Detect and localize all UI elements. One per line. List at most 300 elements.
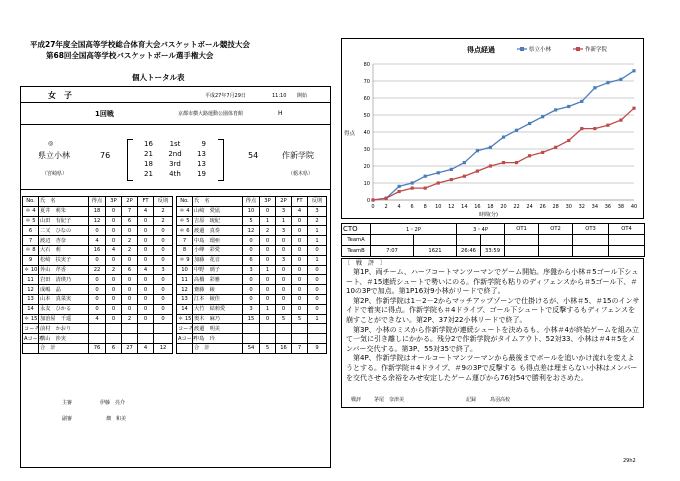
stat-cell: 反則: [308, 197, 327, 207]
stat-cell: 22: [89, 265, 106, 275]
stat-cell: 7: [122, 206, 138, 216]
commentary-heading: 〔 戦 評 〕: [344, 260, 387, 267]
stat-cell: 夏井 莉朱: [39, 206, 89, 216]
stat-cell: Aコーチ: [24, 335, 44, 342]
commentary-paragraph: 第4P、作新学院はオールコートマンツーマンから最後までボールを追いかけ流れを変えようとする。作新学院＃4ドライブ、＃9の3Pで反撃する も得点差は埋まらない小林はメンバーを交代させる余裕をみせ安定したゲーム運びから76対54で勝利をおさめた。: [346, 354, 638, 382]
x-tick-label: 6: [410, 204, 414, 210]
venue-label: 京都市横大路運動公園体育館: [178, 111, 244, 117]
stat-cell: 16: [89, 245, 106, 255]
stat-cell: [276, 324, 292, 334]
stat-cell: 得点: [89, 197, 106, 207]
stat-cell: 2P: [276, 197, 292, 207]
game-date: 平成27年7月29日: [205, 93, 246, 99]
stat-cell: [292, 334, 308, 344]
player-row: [177, 265, 327, 275]
y-tick-label: 50: [363, 113, 370, 119]
x-tick-label: 34: [591, 204, 599, 210]
stat-cell: 0: [243, 275, 260, 285]
stat-cell: [154, 334, 173, 344]
data-point: [463, 161, 466, 164]
x-tick-label: 40: [630, 204, 638, 210]
cto-cell: 26:46: [457, 246, 481, 257]
stat-cell: [260, 334, 276, 344]
stat-cell: 10: [243, 206, 260, 216]
stat-cell: 0: [122, 255, 138, 265]
stat-cell: 0: [106, 206, 122, 216]
category-label: 女 子: [48, 91, 72, 100]
stat-cell: 0: [243, 236, 260, 246]
stat-cell: 0: [308, 294, 327, 304]
stat-cell: ＊ 4: [23, 206, 39, 216]
stats-header-row: [23, 197, 173, 207]
stat-cell: No.: [177, 197, 193, 207]
stat-cell: 0: [260, 275, 276, 285]
stat-cell: 7: [292, 343, 308, 353]
x-tick-label: 20: [500, 204, 507, 210]
stat-cell: 3: [243, 265, 260, 275]
stat-cell: 1: [308, 314, 327, 324]
data-point: [411, 181, 414, 184]
cto-header: 1・2P: [371, 224, 457, 235]
stat-cell: 16: [276, 343, 292, 353]
y-tick-label: 70: [363, 79, 370, 85]
staff-row: [177, 334, 327, 344]
stat-cell: 1: [308, 226, 327, 236]
stat-cell: 0: [122, 226, 138, 236]
stat-cell: 0: [154, 285, 173, 295]
player-row: [23, 314, 173, 324]
stat-cell: 10: [177, 265, 193, 275]
stat-cell: 0: [138, 226, 154, 236]
cto-cell: 1621: [414, 246, 457, 257]
stat-cell: 0: [106, 216, 122, 226]
stat-cell: ＊ 10: [24, 266, 38, 273]
player-row: [177, 255, 327, 265]
y-tick-label: 60: [363, 96, 370, 102]
stat-cell: 0: [154, 236, 173, 246]
stat-cell: 0: [154, 314, 173, 324]
y-tick-label: 10: [363, 181, 370, 187]
data-point: [437, 171, 440, 174]
stat-cell: [106, 334, 122, 344]
stat-cell: 2: [122, 245, 138, 255]
stat-cell: 0: [292, 245, 308, 255]
player-row: [177, 304, 327, 314]
player-row: [177, 226, 327, 236]
cto-cell: [481, 235, 505, 246]
stat-cell: 0: [106, 285, 122, 295]
data-point: [554, 146, 557, 149]
stat-cell: 12: [89, 216, 106, 226]
stat-cell: [260, 324, 276, 334]
stat-cell: 4: [138, 265, 154, 275]
stat-cell: 4: [138, 206, 154, 216]
stat-cell: 1: [276, 216, 292, 226]
stat-cell: 0: [292, 216, 308, 226]
x-tick-label: 38: [617, 204, 625, 210]
stat-cell: 0: [308, 304, 327, 314]
stat-cell: 0: [106, 275, 122, 285]
stat-cell: 中島 瑠亜: [193, 236, 243, 246]
court-label: H: [278, 110, 283, 117]
stat-cell: ＊ 8: [23, 245, 39, 255]
stat-cell: 0: [243, 294, 260, 304]
cto-cell: [573, 246, 609, 257]
period-bracket-left: [127, 139, 133, 181]
stat-cell: 11: [23, 275, 39, 285]
score-progress-chart: [341, 38, 644, 219]
stat-cell: 前村 かおり: [39, 324, 89, 334]
stat-cell: 1: [260, 304, 276, 314]
commentary-paragraph: 第3P、小林のミスから作新学院が連続シュートを決めるも、小林＃4が終始ゲームを組み立て一気に引き離しにかかる。残分2で作新学院がタイムアウト、52対33、小林は＃4＃5をメンバー交代する。第3P、55対35で終了。: [346, 325, 639, 353]
stat-cell: 13: [23, 294, 39, 304]
stat-cell: 合 計: [39, 343, 89, 353]
data-point: [606, 124, 609, 127]
stat-cell: 0: [276, 285, 292, 295]
player-row: [23, 275, 173, 285]
stat-cell: 渡邊 明美: [193, 324, 243, 334]
stat-cell: 反則: [154, 197, 173, 207]
stat-cell: 0: [260, 294, 276, 304]
stat-cell: 0: [106, 255, 122, 265]
period-row: 21 2nd 13: [144, 150, 206, 158]
stat-cell: 奥木 麻乃: [193, 314, 243, 324]
stat-cell: 5: [260, 343, 276, 353]
stat-cell: 18: [89, 206, 106, 216]
data-point: [398, 190, 401, 193]
game-time: 11:10: [272, 93, 287, 99]
x-axis-label: 時間(分): [479, 212, 498, 218]
x-tick-label: 36: [604, 204, 612, 210]
stat-cell: 0: [292, 275, 308, 285]
stat-cell: 1: [308, 255, 327, 265]
stat-cell: 6: [23, 226, 39, 236]
player-row: [177, 275, 327, 285]
x-tick-label: 2: [384, 204, 388, 210]
stat-cell: 0: [276, 275, 292, 285]
stat-cell: 4: [89, 236, 106, 246]
stat-cell: 加治屋 千遥: [39, 314, 89, 324]
cto-cell: [573, 235, 609, 246]
umpire-label: 副審: [62, 416, 73, 422]
stat-cell: 0: [122, 294, 138, 304]
stat-cell: 0: [308, 265, 327, 275]
stat-cell: 2: [308, 216, 327, 226]
data-point: [398, 185, 401, 188]
data-point: [371, 198, 374, 201]
stat-cell: 氏 名: [39, 197, 89, 207]
cto-cell: 33:59: [481, 246, 505, 257]
y-axis-label: 得点: [344, 131, 356, 137]
stat-cell: 12: [23, 285, 39, 295]
data-point: [476, 149, 479, 152]
cto-label: CTO: [342, 224, 371, 235]
data-point: [632, 69, 635, 72]
stat-cell: 1: [308, 236, 327, 246]
stat-cell: 江本 綾佳: [193, 294, 243, 304]
series-line: [373, 108, 634, 200]
stat-cell: 0: [292, 265, 308, 275]
stat-cell: 9: [308, 343, 327, 353]
cto-header: OT3: [573, 224, 609, 235]
stat-cell: 0: [276, 236, 292, 246]
stat-cell: [122, 334, 138, 344]
cto-cell: [539, 246, 573, 257]
y-tick-label: 80: [363, 62, 370, 68]
stats-header-row: [177, 197, 327, 207]
cto-header: OT2: [539, 224, 573, 235]
x-tick-label: 24: [526, 204, 533, 210]
stat-cell: [308, 324, 327, 334]
stat-cell: 1: [260, 216, 276, 226]
team-a-prefecture: （宮崎県）: [42, 171, 68, 177]
y-tick-label: 30: [363, 147, 370, 153]
data-point: [541, 151, 544, 154]
stat-cell: [89, 324, 106, 334]
stat-cell: 7: [177, 236, 193, 246]
stat-cell: 0: [276, 265, 292, 275]
x-tick-label: 30: [565, 204, 572, 210]
period-row: 21 4th 19: [144, 170, 206, 178]
page-number: 29h2: [623, 458, 636, 464]
stat-cell: 大竹 結莉愛: [193, 304, 243, 314]
stat-cell: 0: [89, 304, 106, 314]
stat-cell: 0: [138, 236, 154, 246]
data-point: [424, 175, 427, 178]
stat-cell: 0: [138, 285, 154, 295]
cto-cell: [371, 235, 414, 246]
period-row: 18 3rd 13: [144, 160, 206, 168]
stat-cell: 2: [106, 265, 122, 275]
staff-row: [177, 324, 327, 334]
stat-cell: 15: [243, 314, 260, 324]
team-a-name: 県立小林: [38, 151, 70, 160]
stat-cell: 7: [23, 236, 39, 246]
stat-cell: 0: [138, 304, 154, 314]
stat-cell: 0: [260, 245, 276, 255]
period-row: 16 1st 9: [144, 140, 206, 148]
stat-cell: 山田 有紀子: [39, 216, 89, 226]
player-row: [177, 216, 327, 226]
stat-cell: 6: [106, 343, 122, 353]
stat-cell: 2: [154, 216, 173, 226]
stat-cell: ＊ 9: [177, 255, 193, 265]
chart-legend: [517, 45, 608, 53]
chief-referee-label: 主審: [62, 400, 73, 406]
stat-cell: 0: [138, 294, 154, 304]
cto-row: [342, 246, 645, 257]
stat-cell: 0: [154, 255, 173, 265]
stat-cell: 渡辺 杏奈: [39, 236, 89, 246]
stat-cell: FT: [292, 197, 308, 207]
stat-cell: 0: [276, 294, 292, 304]
data-point: [411, 187, 414, 190]
total-row: [23, 343, 173, 353]
stat-cell: 小峰 彩愛: [193, 245, 243, 255]
stat-cell: [308, 334, 327, 344]
stat-cell: 3: [243, 304, 260, 314]
cto-cell: [505, 235, 539, 246]
stat-cell: 14: [23, 304, 39, 314]
stat-cell: 5: [276, 314, 292, 324]
data-point: [463, 175, 466, 178]
team-b-name: 作新学院: [282, 151, 314, 160]
stat-cell: 6: [243, 255, 260, 265]
stat-cell: 0: [89, 285, 106, 295]
stat-cell: [292, 324, 308, 334]
player-row: [177, 206, 327, 216]
legend-label: 県立小林: [529, 47, 552, 53]
umpire-name: 畑 和美: [106, 416, 127, 422]
data-point: [424, 187, 427, 190]
stat-cell: 永友 ひかる: [39, 304, 89, 314]
stat-cell: Aコーチ: [178, 335, 198, 342]
stat-cell: 0: [138, 275, 154, 285]
player-row: [23, 304, 173, 314]
commentator-role: 戦評: [351, 397, 362, 403]
stat-cell: [276, 334, 292, 344]
player-row: [23, 285, 173, 295]
player-row: [23, 255, 173, 265]
stat-cell: ＊ 15: [24, 315, 38, 322]
stat-cell: 14: [177, 304, 193, 314]
stat-cell: 13: [177, 294, 193, 304]
data-point: [593, 127, 596, 130]
stat-cell: 4: [106, 245, 122, 255]
stat-cell: 4: [292, 206, 308, 216]
stat-cell: 0: [154, 245, 173, 255]
commentary-paragraph: 第1P、両チーム、ハーフコートマンツーマンでゲーム開始。序盤から小林＃5ゴール下シュート、＃15連続シュートで勢いにのる。作新学院も粘りのディフェンスから＃5ゴール下、＃10の3Pで加点。第1P16対9小林がリードで終了。: [346, 268, 639, 296]
cto-header: OT4: [609, 224, 645, 235]
stat-cell: 得点: [243, 197, 260, 207]
total-row: [177, 343, 327, 353]
cto-row: [342, 235, 645, 246]
player-row: [177, 236, 327, 246]
cto-header-row: [342, 224, 645, 235]
x-tick-label: 32: [578, 204, 585, 210]
stat-cell: 山本 真菜実: [39, 294, 89, 304]
stat-cell: 27: [122, 343, 138, 353]
x-tick-label: 12: [448, 204, 455, 210]
stat-cell: 8: [177, 245, 193, 255]
stat-cell: 0: [154, 275, 173, 285]
stat-cell: 0: [154, 226, 173, 236]
player-row: [23, 294, 173, 304]
stat-cell: 0: [138, 245, 154, 255]
player-row: [177, 314, 327, 324]
team-b-stats-table: [176, 196, 327, 354]
stat-cell: [138, 324, 154, 334]
data-point: [489, 164, 492, 167]
period-bracket-right: [218, 139, 224, 181]
data-point: [580, 100, 583, 103]
stat-cell: 0: [106, 294, 122, 304]
stat-cell: [23, 343, 39, 353]
data-point: [528, 154, 531, 157]
player-row: [177, 245, 327, 255]
stat-cell: 渡邊 真奏: [193, 226, 243, 236]
legend-label: 作新学院: [585, 47, 608, 53]
data-point: [450, 168, 453, 171]
stat-cell: 2: [122, 236, 138, 246]
data-point: [450, 178, 453, 181]
stat-cell: コーチ: [24, 325, 40, 332]
stat-cell: No.: [23, 197, 39, 207]
stat-cell: 横山 渉実: [39, 334, 89, 344]
winner-mark: ◎: [48, 140, 54, 147]
team-a-score: 76: [100, 151, 111, 160]
stat-cell: 0: [138, 216, 154, 226]
stat-cell: 岩田 清瑛乃: [39, 275, 89, 285]
cto-cell: 7:07: [371, 246, 414, 257]
stat-cell: 0: [89, 275, 106, 285]
staff-row: [23, 334, 173, 344]
player-row: [23, 206, 173, 216]
stat-cell: 0: [243, 245, 260, 255]
data-point: [619, 78, 622, 81]
player-row: [177, 294, 327, 304]
cto-cell: [539, 235, 573, 246]
stat-cell: 0: [154, 304, 173, 314]
stat-cell: 0: [106, 304, 122, 314]
stat-cell: 3P: [106, 197, 122, 207]
tournament-title: 平成27年度全国高等学校総合体育大会バスケットボール競技大会: [30, 40, 250, 49]
data-point: [580, 127, 583, 130]
cto-header: OT1: [505, 224, 539, 235]
stat-cell: 0: [276, 245, 292, 255]
stat-cell: 0: [154, 294, 173, 304]
commentator-name: 茅尾 奈津美: [374, 397, 405, 403]
x-tick-label: 26: [539, 204, 546, 210]
stat-cell: 0: [260, 206, 276, 216]
y-tick-label: 0: [366, 198, 370, 204]
data-point: [476, 170, 479, 173]
data-point: [502, 136, 505, 139]
x-tick-label: 0: [371, 204, 375, 210]
stat-cell: 成嶋 晶: [39, 285, 89, 295]
stat-cell: 4: [89, 314, 106, 324]
data-point: [567, 139, 570, 142]
stat-cell: ＊ 4: [177, 206, 193, 216]
stat-cell: 12: [154, 343, 173, 353]
data-point: [437, 181, 440, 184]
period-scores: [144, 140, 214, 180]
x-tick-label: 28: [552, 204, 559, 210]
data-point: [489, 146, 492, 149]
stat-cell: 0: [292, 226, 308, 236]
cto-cell: [414, 235, 457, 246]
stat-cell: 11: [177, 275, 193, 285]
x-tick-label: 18: [487, 204, 494, 210]
stat-cell: 0: [292, 304, 308, 314]
legend-marker: [520, 47, 524, 51]
chart-title: 得点経過: [467, 46, 495, 54]
stat-cell: [106, 324, 122, 334]
stat-cell: [89, 334, 106, 344]
stat-cell: 0: [138, 255, 154, 265]
stat-cell: [122, 324, 138, 334]
stat-cell: 2: [154, 206, 173, 216]
stat-cell: ＊ 5: [177, 216, 193, 226]
stat-cell: 0: [138, 314, 154, 324]
stat-cell: 外山 芹香: [39, 265, 89, 275]
stat-cell: 氏 名: [193, 197, 243, 207]
staff-row: [23, 324, 173, 334]
stat-cell: [243, 334, 260, 344]
chief-referee-name: 伊藤 亮介: [100, 400, 126, 406]
player-row: [23, 216, 173, 226]
data-point: [528, 122, 531, 125]
